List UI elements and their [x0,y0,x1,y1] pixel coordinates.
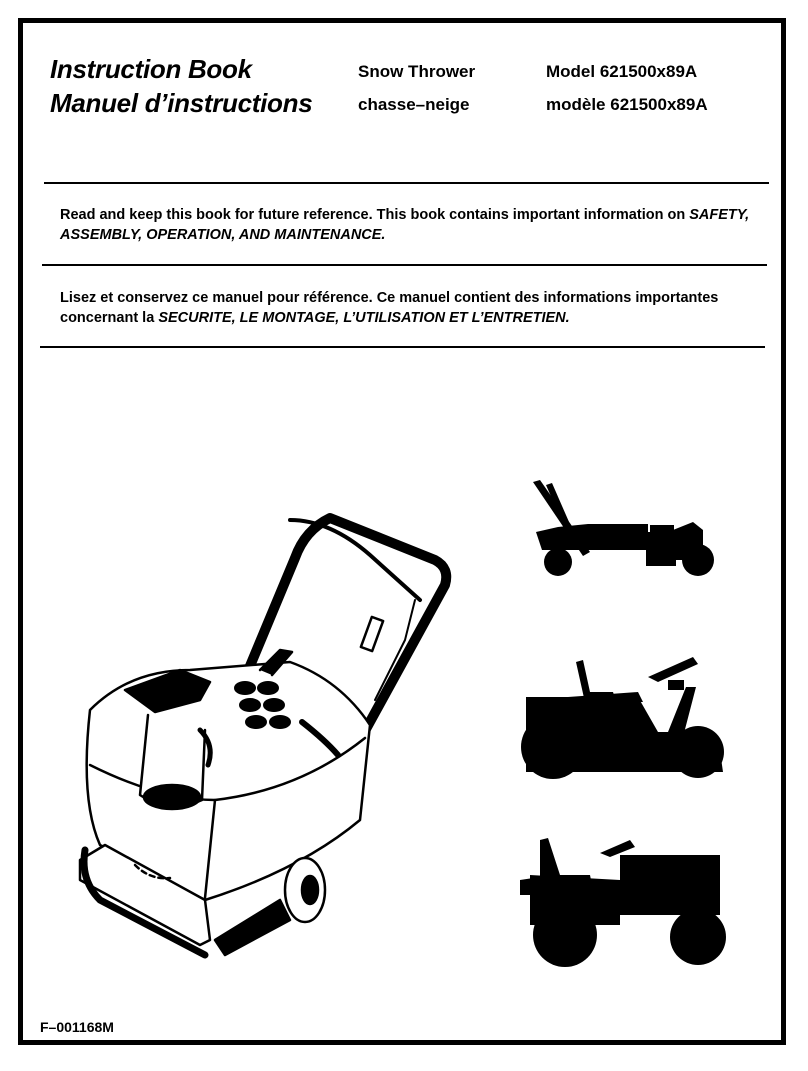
title-english: Instruction Book [50,54,252,84]
notice-french-text-1: Lisez et conservez ce manuel pour référence. Ce manuel contient des informations importantes [60,290,719,306]
riding-mower-icon [518,652,728,782]
model-number-english: Model 621500x89A [546,62,698,81]
divider-rule [40,346,765,348]
notice-english [60,205,760,245]
lawn-tractor-icon [520,835,730,965]
model-number-french: modèle 621500x89A [546,95,708,114]
notice-english-text: Read and keep this book for future reference. This book contains important information on [60,207,690,223]
notice-english-emphasis-1: SAFETY, [689,207,750,223]
lawn-mower-icon [528,480,718,560]
snow-thrower-drawing [40,500,440,960]
divider-rule [42,264,767,266]
notice-french-emphasis: SECURITE, LE MONTAGE, L’UTILISATION ET L’ENTRETIEN. [158,310,570,326]
divider-rule [44,182,769,184]
notice-french [60,288,760,328]
title-french: Manuel d’instructions [50,88,313,118]
product-name-french: chasse–neige [358,95,470,114]
product-name-english: Snow Thrower [358,62,476,81]
notice-english-emphasis-2: ASSEMBLY, OPERATION, AND MAINTENANCE. [60,227,386,243]
notice-french-text-2: concernant la [60,310,159,326]
document-code: F–001168M [40,1019,114,1035]
